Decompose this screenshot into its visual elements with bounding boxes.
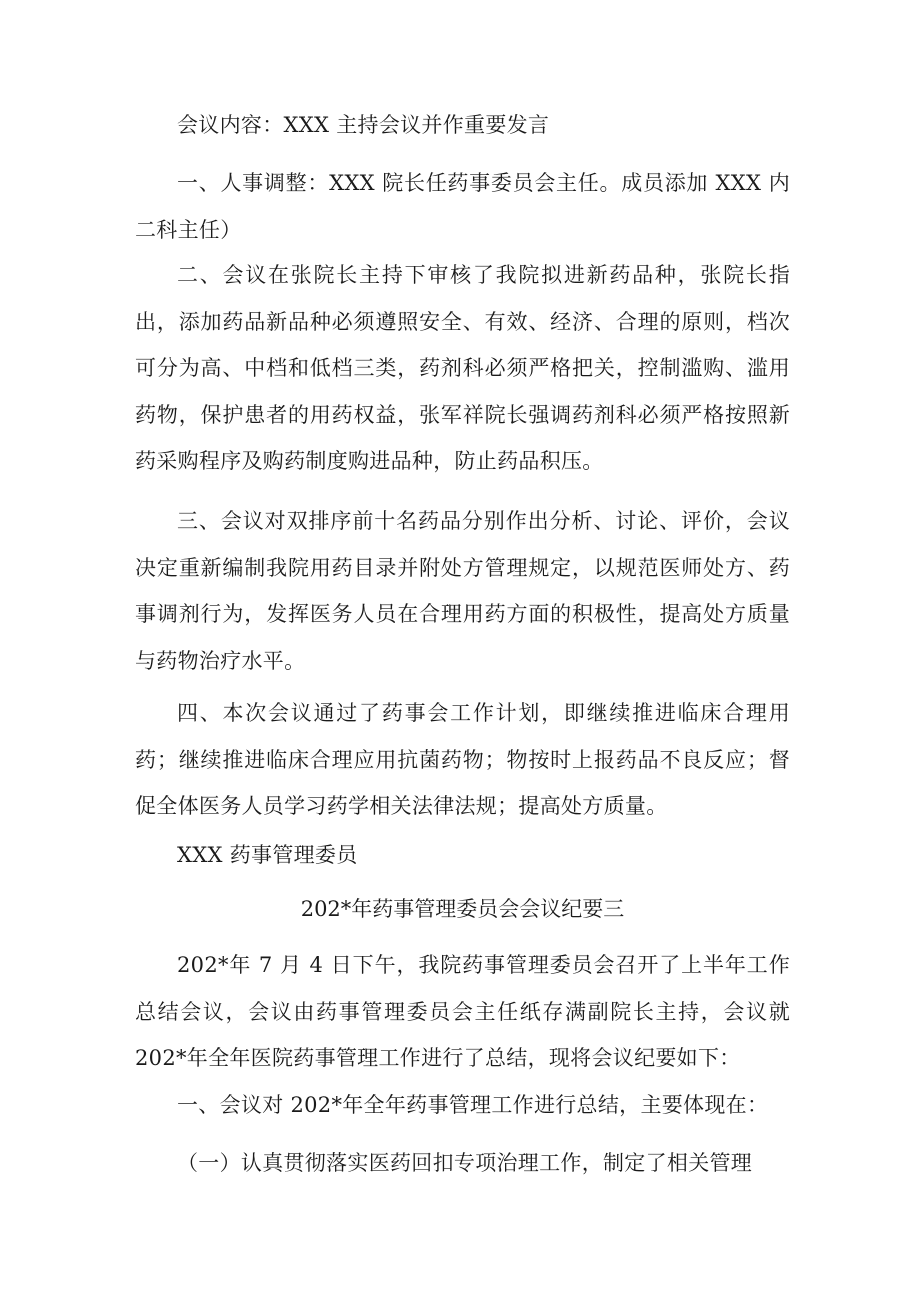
item-4-paragraph: 四、本次会议通过了药事会工作计划，即继续推进临床合理用药；继续推进临床合理应用抗菌药物；物按时上报药品不良反应；督促全体医务人员学习药学相关法律法规；提高处方质量。 <box>135 701 790 818</box>
item-3-paragraph: 三、会议对双排序前十名药品分别作出分析、讨论、评价，会议决定重新编制我院用药目录并附处方管理规定，以规范医师处方、药事调剂行为，发挥医务人员在合理用药方面的积极性，提高处方质量与药物治疗水平。 <box>135 509 790 673</box>
item-1-paragraph: 一、人事调整：XXX 院长任药事委员会主任。成员添加 XXX 内二科主任） <box>135 171 790 242</box>
section-title: 202*年药事管理委员会会议纪要三 <box>300 897 625 921</box>
summary-heading: 一、会议对 202*年全年药事管理工作进行总结，主要体现在： <box>177 1093 769 1117</box>
item-2-paragraph: 二、会议在张院长主持下审核了我院拟进新药品种，张院长指出，添加药品新品种必须遵照安全、有效、经济、合理的原则，档次可分为高、中档和低档三类，药剂科必须严格把关，控制滥购、滥用药物，保护患者的用药权益，张军祥院长强调药剂科必须严格按照新药采购程序及购药制度购进品种，防止药品积压。 <box>135 263 790 473</box>
meeting-content-paragraph: 会议内容：XXX 主持会议并作重要发言 <box>177 113 550 137</box>
signature-line: XXX 药事管理委员 <box>177 843 358 867</box>
intro-paragraph: 202*年 7 月 4 日下午，我院药事管理委员会召开了上半年工作总结会议，会议由药事管理委员会主任纸存满副院长主持，会议就 202*年全年医院药事管理工作进行了总结，现将会议纪要如下： <box>135 953 790 1070</box>
sub-item-1-paragraph: （一）认真贯彻落实医药回扣专项治理工作，制定了相关管理 <box>177 1151 753 1175</box>
